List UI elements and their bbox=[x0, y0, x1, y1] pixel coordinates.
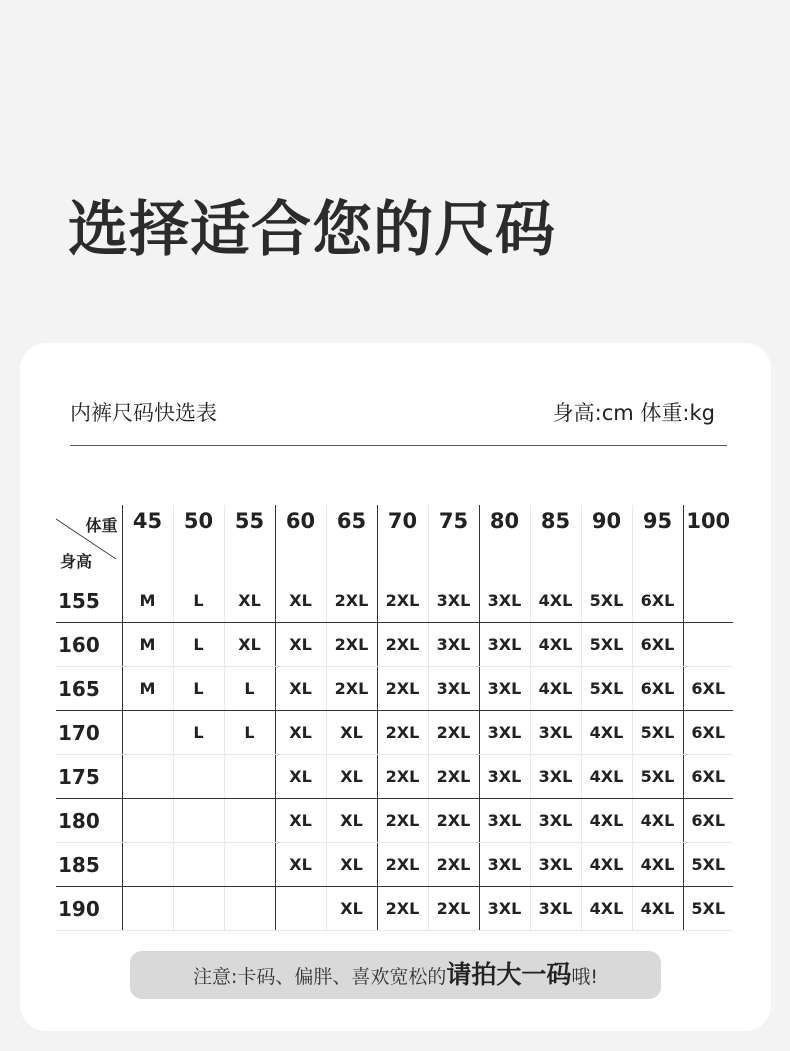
size-cell: M bbox=[122, 667, 173, 711]
size-cell: L bbox=[224, 667, 275, 711]
size-cell: XL bbox=[275, 623, 326, 667]
size-cell: 3XL bbox=[530, 711, 581, 755]
height-label: 190 bbox=[56, 887, 122, 931]
size-cell: XL bbox=[275, 799, 326, 843]
size-cell bbox=[275, 887, 326, 931]
size-cell: XL bbox=[275, 667, 326, 711]
size-row bbox=[56, 667, 733, 711]
size-cell: 3XL bbox=[428, 579, 479, 623]
size-cell: 2XL bbox=[377, 579, 428, 623]
size-cell: 5XL bbox=[683, 843, 733, 887]
size-cell: 4XL bbox=[632, 887, 683, 931]
size-cell bbox=[122, 799, 173, 843]
size-cell: XL bbox=[275, 843, 326, 887]
size-cell: 3XL bbox=[479, 667, 530, 711]
size-cell: L bbox=[173, 623, 224, 667]
size-cell: 4XL bbox=[581, 711, 632, 755]
size-cell: 2XL bbox=[377, 799, 428, 843]
size-row bbox=[56, 799, 733, 843]
size-cell: 4XL bbox=[632, 799, 683, 843]
weight-header-cell: 80 bbox=[479, 505, 530, 579]
size-cell: 2XL bbox=[326, 623, 377, 667]
size-cell: L bbox=[173, 579, 224, 623]
size-cell: XL bbox=[326, 711, 377, 755]
height-label: 185 bbox=[56, 843, 122, 887]
size-note bbox=[130, 951, 661, 999]
size-cell: 3XL bbox=[479, 799, 530, 843]
size-cell: 6XL bbox=[683, 755, 733, 799]
size-cell bbox=[224, 755, 275, 799]
size-cell: 5XL bbox=[581, 579, 632, 623]
size-cell bbox=[224, 843, 275, 887]
size-row bbox=[56, 579, 733, 623]
size-cell: 2XL bbox=[377, 843, 428, 887]
weight-header-cell: 45 bbox=[122, 505, 173, 579]
size-cell: 6XL bbox=[632, 579, 683, 623]
size-cell: M bbox=[122, 623, 173, 667]
size-row bbox=[56, 843, 733, 887]
size-cell: 2XL bbox=[428, 799, 479, 843]
size-cell: XL bbox=[275, 579, 326, 623]
size-row bbox=[56, 887, 733, 931]
size-cell: 2XL bbox=[326, 667, 377, 711]
size-cell: XL bbox=[224, 623, 275, 667]
size-cell: 5XL bbox=[581, 667, 632, 711]
size-cell: 3XL bbox=[479, 843, 530, 887]
weight-header-cell: 70 bbox=[377, 505, 428, 579]
note-emphasis: 请拍大一码 bbox=[446, 960, 572, 989]
size-cell: XL bbox=[275, 711, 326, 755]
weight-header-cell: 60 bbox=[275, 505, 326, 579]
size-cell: L bbox=[173, 667, 224, 711]
size-cell bbox=[173, 755, 224, 799]
height-label: 175 bbox=[56, 755, 122, 799]
corner-height-label: 身高 bbox=[60, 552, 93, 571]
size-row bbox=[56, 711, 733, 755]
size-cell: 5XL bbox=[632, 711, 683, 755]
size-row bbox=[56, 755, 733, 799]
note-suffix: 哦! bbox=[571, 966, 599, 988]
size-cell: XL bbox=[326, 799, 377, 843]
size-cell: 6XL bbox=[632, 623, 683, 667]
size-row bbox=[56, 623, 733, 667]
size-cell: XL bbox=[224, 579, 275, 623]
size-cell bbox=[122, 887, 173, 931]
size-cell bbox=[122, 711, 173, 755]
size-cell: 4XL bbox=[581, 843, 632, 887]
size-cell: 3XL bbox=[428, 623, 479, 667]
size-cell: 3XL bbox=[479, 755, 530, 799]
units-label: 身高:cm 体重:kg bbox=[552, 401, 715, 425]
size-table bbox=[56, 505, 733, 931]
size-cell: 2XL bbox=[428, 711, 479, 755]
size-cell: 3XL bbox=[530, 755, 581, 799]
weight-header-cell: 90 bbox=[581, 505, 632, 579]
size-cell: 2XL bbox=[377, 755, 428, 799]
size-cell: 2XL bbox=[377, 887, 428, 931]
size-cell bbox=[173, 799, 224, 843]
card-header bbox=[70, 395, 727, 446]
size-cell: 5XL bbox=[581, 623, 632, 667]
height-label: 170 bbox=[56, 711, 122, 755]
size-cell: 2XL bbox=[377, 623, 428, 667]
size-cell: 4XL bbox=[530, 623, 581, 667]
height-label: 180 bbox=[56, 799, 122, 843]
size-cell: L bbox=[173, 711, 224, 755]
size-cell bbox=[683, 623, 733, 667]
weight-header-cell: 85 bbox=[530, 505, 581, 579]
size-cell: 6XL bbox=[632, 667, 683, 711]
size-cell: 4XL bbox=[530, 579, 581, 623]
size-cell bbox=[224, 799, 275, 843]
size-cell: 3XL bbox=[479, 623, 530, 667]
size-cell: 4XL bbox=[581, 887, 632, 931]
size-cell: 3XL bbox=[428, 667, 479, 711]
weight-header-cell: 50 bbox=[173, 505, 224, 579]
size-cell: 2XL bbox=[377, 667, 428, 711]
size-cell: 2XL bbox=[428, 887, 479, 931]
size-cell: M bbox=[122, 579, 173, 623]
size-cell: 2XL bbox=[377, 711, 428, 755]
page-title: 选择适合您的尺码 bbox=[68, 195, 556, 265]
size-cell: 6XL bbox=[683, 799, 733, 843]
size-cell: 3XL bbox=[530, 887, 581, 931]
size-cell: 3XL bbox=[530, 843, 581, 887]
size-cell: 4XL bbox=[530, 667, 581, 711]
size-cell: 5XL bbox=[683, 887, 733, 931]
size-cell bbox=[224, 887, 275, 931]
size-cell: 2XL bbox=[428, 755, 479, 799]
height-label: 155 bbox=[56, 579, 122, 623]
size-cell bbox=[683, 579, 733, 623]
size-cell: 2XL bbox=[428, 843, 479, 887]
size-cell: 5XL bbox=[632, 755, 683, 799]
size-cell: L bbox=[224, 711, 275, 755]
size-cell: XL bbox=[326, 843, 377, 887]
size-cell: 3XL bbox=[530, 799, 581, 843]
note-prefix: 注意:卡码、偏胖、喜欢宽松的 bbox=[192, 966, 447, 988]
size-cell: 3XL bbox=[479, 887, 530, 931]
size-cell: 6XL bbox=[683, 667, 733, 711]
size-cell: XL bbox=[326, 755, 377, 799]
size-cell bbox=[173, 887, 224, 931]
corner-cell bbox=[56, 505, 122, 579]
height-label: 165 bbox=[56, 667, 122, 711]
corner-weight-label: 体重 bbox=[85, 516, 118, 535]
size-cell: XL bbox=[275, 755, 326, 799]
weight-header-cell: 55 bbox=[224, 505, 275, 579]
size-cell bbox=[122, 755, 173, 799]
size-cell: 4XL bbox=[581, 755, 632, 799]
weight-header-cell: 75 bbox=[428, 505, 479, 579]
size-cell: 3XL bbox=[479, 579, 530, 623]
size-cell: 3XL bbox=[479, 711, 530, 755]
size-cell: 6XL bbox=[683, 711, 733, 755]
weight-header-cell: 100 bbox=[686, 509, 731, 533]
card-title: 内裤尺码快选表 bbox=[70, 401, 217, 425]
size-cell bbox=[173, 843, 224, 887]
weight-header-cell: 95 bbox=[632, 505, 683, 579]
weight-header-row bbox=[56, 505, 733, 579]
size-cell bbox=[122, 843, 173, 887]
size-chart-card bbox=[20, 343, 771, 1031]
weight-header-cell: 65 bbox=[326, 505, 377, 579]
size-cell: XL bbox=[326, 887, 377, 931]
height-label: 160 bbox=[56, 623, 122, 667]
size-cell: 4XL bbox=[581, 799, 632, 843]
size-cell: 2XL bbox=[326, 579, 377, 623]
size-cell: 4XL bbox=[632, 843, 683, 887]
